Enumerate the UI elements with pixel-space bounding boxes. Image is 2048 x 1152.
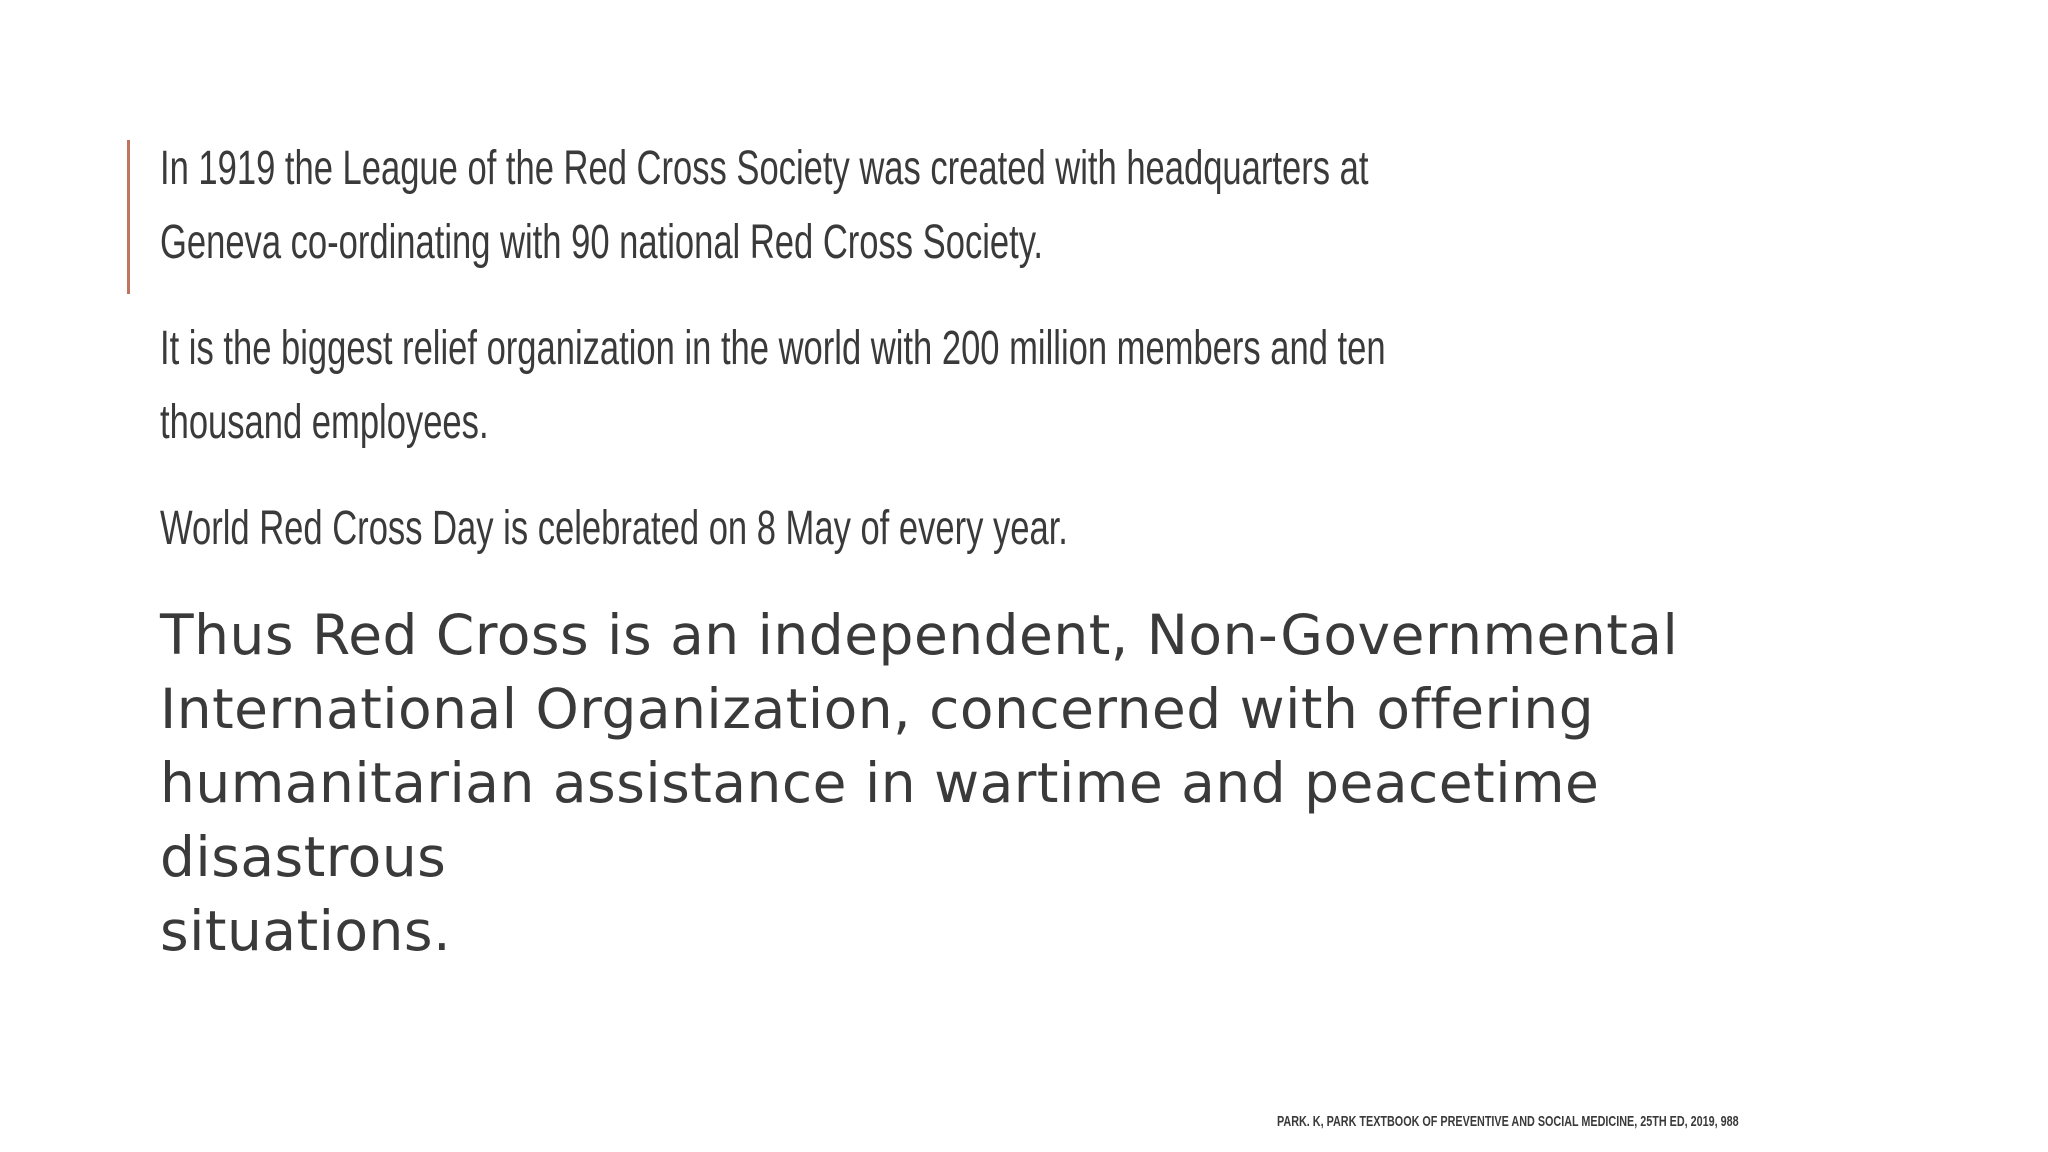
text-line: International Organization, concerned with offering <box>160 677 1595 741</box>
text-line: thousand employees. <box>160 396 489 449</box>
paragraph-organization-size <box>160 312 1744 460</box>
text-line: Thus Red Cross is an independent, Non-Governmental <box>160 603 1679 667</box>
text-line: It is the biggest relief organization in the world with 200 million members and ten <box>160 322 1386 375</box>
text-line: humanitarian assistance in wartime and peacetime disastrous <box>160 751 1600 889</box>
text-line: Geneva co-ordinating with 90 national Red Cross Society. <box>160 216 1044 269</box>
text-line: In 1919 the League of the Red Cross Society was created with headquarters at <box>160 142 1369 195</box>
paragraph-league-history <box>160 132 1744 280</box>
citation: PARK. K, PARK TEXTBOOK OF PREVENTIVE AND SOCIAL MEDICINE, 25TH ED, 2019, 988 <box>1277 1113 1739 1130</box>
paragraph-red-cross-day <box>160 492 1744 566</box>
paragraph-summary <box>160 598 1880 968</box>
accent-bar <box>127 140 130 294</box>
text-line: situations. <box>160 899 452 963</box>
text-line: World Red Cross Day is celebrated on 8 May of every year. <box>160 502 1068 555</box>
